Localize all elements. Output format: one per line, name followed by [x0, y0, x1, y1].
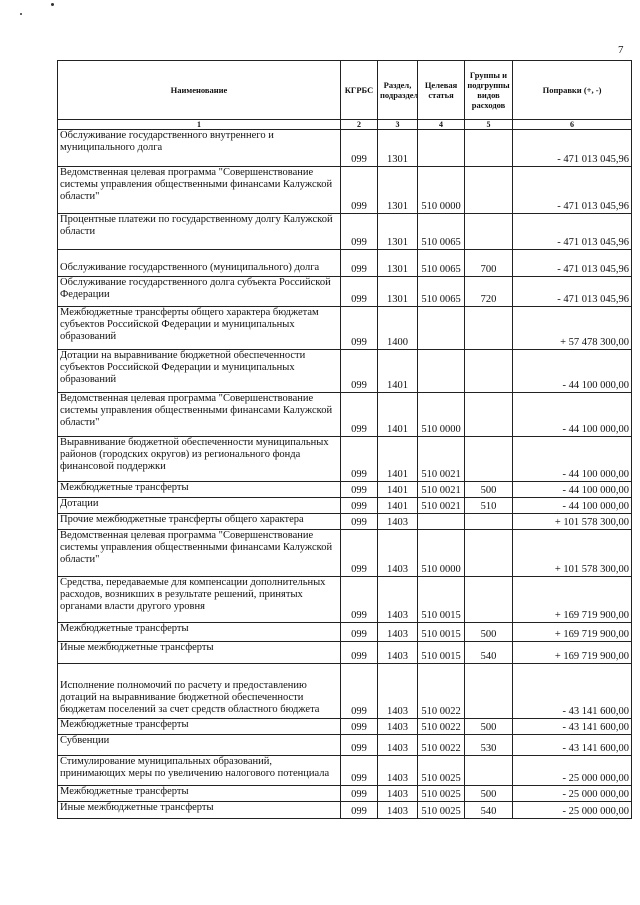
- row-section: 1301: [378, 130, 418, 167]
- row-target: 510 0065: [418, 214, 465, 250]
- row-group: 540: [465, 642, 513, 664]
- table-row: [58, 664, 632, 719]
- row-group: [465, 577, 513, 623]
- row-name: Прочие межбюджетные трансферты общего характера: [58, 514, 341, 530]
- row-section: 1403: [378, 664, 418, 719]
- row-section: 1301: [378, 167, 418, 214]
- row-group: [465, 167, 513, 214]
- row-section: 1301: [378, 250, 418, 277]
- row-amount: + 169 719 900,00: [513, 577, 632, 623]
- row-target: 510 0065: [418, 277, 465, 307]
- row-name: Обслуживание государственного долга субъекта Российской Федерации: [58, 277, 341, 307]
- table-row: [58, 735, 632, 756]
- row-name: Стимулирование муниципальных образований, принимающих меры по увеличению налогового потенциала: [58, 756, 341, 786]
- row-group: [465, 437, 513, 482]
- row-group: [465, 393, 513, 437]
- header-amendments: Поправки (+, -): [513, 61, 632, 120]
- row-kgrbs: 099: [341, 277, 378, 307]
- row-amount: - 471 013 045,96: [513, 250, 632, 277]
- row-target: 510 0000: [418, 393, 465, 437]
- row-group: [465, 756, 513, 786]
- row-group: 500: [465, 786, 513, 802]
- row-amount: - 471 013 045,96: [513, 214, 632, 250]
- row-group: 720: [465, 277, 513, 307]
- header-section: Раздел, подраздел: [378, 61, 418, 120]
- row-amount: - 471 013 045,96: [513, 167, 632, 214]
- row-name: Ведомственная целевая программа "Совершенствование системы управления общественными финансами Калужской области": [58, 393, 341, 437]
- row-amount: - 44 100 000,00: [513, 350, 632, 393]
- row-group: [465, 214, 513, 250]
- row-kgrbs: 099: [341, 130, 378, 167]
- row-name: Субвенции: [58, 735, 341, 756]
- row-name: Исполнение полномочий по расчету и предоставлению дотаций на выравнивание бюджетной обеспеченности бюджетам поселений за счет средств областного бюджета: [58, 664, 341, 719]
- row-name: Дотации: [58, 498, 341, 514]
- row-section: 1403: [378, 577, 418, 623]
- row-kgrbs: 099: [341, 642, 378, 664]
- table-row: [58, 167, 632, 214]
- row-section: 1403: [378, 530, 418, 577]
- row-section: 1403: [378, 642, 418, 664]
- row-name: Обслуживание государственного внутреннего и муниципального долга: [58, 130, 341, 167]
- page-number: 7: [618, 44, 624, 56]
- table-row: [58, 802, 632, 819]
- row-section: 1400: [378, 307, 418, 350]
- row-section: 1401: [378, 482, 418, 498]
- row-group: 540: [465, 802, 513, 819]
- row-amount: - 44 100 000,00: [513, 498, 632, 514]
- table-row: [58, 786, 632, 802]
- row-kgrbs: 099: [341, 393, 378, 437]
- row-name: Средства, передаваемые для компенсации дополнительных расходов, возникших в результате решений, принятых органами власти другого уровня: [58, 577, 341, 623]
- row-target: 510 0022: [418, 719, 465, 735]
- header-target: Целевая статья: [418, 61, 465, 120]
- row-target: 510 0025: [418, 756, 465, 786]
- row-name: Выравнивание бюджетной обеспеченности муниципальных районов (городских округов) из регионального фонда финансовой поддержки: [58, 437, 341, 482]
- row-group: 700: [465, 250, 513, 277]
- row-section: 1403: [378, 756, 418, 786]
- row-kgrbs: 099: [341, 350, 378, 393]
- row-kgrbs: 099: [341, 514, 378, 530]
- table-row: [58, 642, 632, 664]
- row-amount: + 101 578 300,00: [513, 514, 632, 530]
- table-row: [58, 623, 632, 642]
- row-amount: - 44 100 000,00: [513, 437, 632, 482]
- table-row: [58, 719, 632, 735]
- row-amount: - 471 013 045,96: [513, 130, 632, 167]
- row-target: [418, 514, 465, 530]
- table-row: [58, 393, 632, 437]
- scan-speck: [20, 13, 22, 15]
- table-row: [58, 756, 632, 786]
- row-kgrbs: 099: [341, 250, 378, 277]
- row-section: 1403: [378, 802, 418, 819]
- row-target: 510 0015: [418, 623, 465, 642]
- row-kgrbs: 099: [341, 482, 378, 498]
- header-name: Наименование: [58, 61, 341, 120]
- row-name: Межбюджетные трансферты общего характера бюджетам субъектов Российской Федерации и муниципальных образований: [58, 307, 341, 350]
- row-group: 500: [465, 719, 513, 735]
- table-row: [58, 498, 632, 514]
- row-section: 1301: [378, 277, 418, 307]
- row-target: 510 0022: [418, 664, 465, 719]
- row-kgrbs: 099: [341, 214, 378, 250]
- row-section: 1401: [378, 498, 418, 514]
- budget-amendments-table: [57, 60, 632, 819]
- row-name: Ведомственная целевая программа "Совершенствование системы управления общественными финансами Калужской области": [58, 530, 341, 577]
- table-row: [58, 350, 632, 393]
- table-row: [58, 530, 632, 577]
- row-amount: + 57 478 300,00: [513, 307, 632, 350]
- row-amount: - 43 141 600,00: [513, 664, 632, 719]
- row-kgrbs: 099: [341, 786, 378, 802]
- table-row: [58, 437, 632, 482]
- row-section: 1403: [378, 514, 418, 530]
- row-name: Ведомственная целевая программа "Совершенствование системы управления общественными финансами Калужской области": [58, 167, 341, 214]
- row-target: 510 0025: [418, 802, 465, 819]
- row-group: 500: [465, 482, 513, 498]
- row-kgrbs: 099: [341, 530, 378, 577]
- row-group: 510: [465, 498, 513, 514]
- row-target: 510 0000: [418, 530, 465, 577]
- row-group: 530: [465, 735, 513, 756]
- row-kgrbs: 099: [341, 437, 378, 482]
- row-section: 1403: [378, 735, 418, 756]
- row-target: 510 0021: [418, 498, 465, 514]
- table-row: [58, 577, 632, 623]
- column-number-row: [58, 120, 632, 130]
- row-amount: - 43 141 600,00: [513, 719, 632, 735]
- row-name: Обслуживание государственного (муниципального) долга: [58, 250, 341, 277]
- row-amount: + 169 719 900,00: [513, 623, 632, 642]
- row-target: 510 0000: [418, 167, 465, 214]
- column-number: 2: [341, 120, 378, 130]
- table-row: [58, 482, 632, 498]
- header-kgrbs: КГРБС: [341, 61, 378, 120]
- row-kgrbs: 099: [341, 719, 378, 735]
- header-groups: Группы и подгруппы видов расходов: [465, 61, 513, 120]
- row-kgrbs: 099: [341, 664, 378, 719]
- row-section: 1401: [378, 437, 418, 482]
- row-name: Межбюджетные трансферты: [58, 786, 341, 802]
- column-number: 4: [418, 120, 465, 130]
- row-amount: - 471 013 045,96: [513, 277, 632, 307]
- row-amount: - 44 100 000,00: [513, 482, 632, 498]
- row-section: 1401: [378, 393, 418, 437]
- row-kgrbs: 099: [341, 802, 378, 819]
- row-target: 510 0015: [418, 577, 465, 623]
- row-target: 510 0025: [418, 786, 465, 802]
- column-number: 1: [58, 120, 341, 130]
- row-group: [465, 350, 513, 393]
- row-kgrbs: 099: [341, 167, 378, 214]
- row-amount: - 25 000 000,00: [513, 802, 632, 819]
- row-kgrbs: 099: [341, 307, 378, 350]
- row-target: 510 0021: [418, 437, 465, 482]
- row-target: [418, 350, 465, 393]
- row-group: [465, 130, 513, 167]
- table-row: [58, 514, 632, 530]
- row-section: 1301: [378, 214, 418, 250]
- row-section: 1403: [378, 719, 418, 735]
- row-kgrbs: 099: [341, 577, 378, 623]
- row-name: Иные межбюджетные трансферты: [58, 802, 341, 819]
- row-target: 510 0065: [418, 250, 465, 277]
- row-amount: + 101 578 300,00: [513, 530, 632, 577]
- row-section: 1403: [378, 623, 418, 642]
- scan-speck: [51, 3, 54, 6]
- row-amount: - 25 000 000,00: [513, 786, 632, 802]
- row-amount: + 169 719 900,00: [513, 642, 632, 664]
- row-name: Иные межбюджетные трансферты: [58, 642, 341, 664]
- row-name: Процентные платежи по государственному долгу Калужской области: [58, 214, 341, 250]
- row-kgrbs: 099: [341, 735, 378, 756]
- table-row: [58, 250, 632, 277]
- table-row: [58, 307, 632, 350]
- column-number: 6: [513, 120, 632, 130]
- row-amount: - 25 000 000,00: [513, 756, 632, 786]
- row-amount: - 44 100 000,00: [513, 393, 632, 437]
- row-kgrbs: 099: [341, 623, 378, 642]
- row-name: Дотации на выравнивание бюджетной обеспеченности субъектов Российской Федерации и муниципальных образований: [58, 350, 341, 393]
- column-number: 5: [465, 120, 513, 130]
- column-number: 3: [378, 120, 418, 130]
- row-kgrbs: 099: [341, 756, 378, 786]
- row-section: 1403: [378, 786, 418, 802]
- row-amount: - 43 141 600,00: [513, 735, 632, 756]
- row-group: [465, 664, 513, 719]
- row-group: [465, 530, 513, 577]
- row-target: 510 0021: [418, 482, 465, 498]
- row-section: 1401: [378, 350, 418, 393]
- table-row: [58, 277, 632, 307]
- row-name: Межбюджетные трансферты: [58, 623, 341, 642]
- row-group: [465, 514, 513, 530]
- table-row: [58, 214, 632, 250]
- row-name: Межбюджетные трансферты: [58, 719, 341, 735]
- row-kgrbs: 099: [341, 498, 378, 514]
- row-group: [465, 307, 513, 350]
- row-group: 500: [465, 623, 513, 642]
- row-target: [418, 130, 465, 167]
- row-target: 510 0022: [418, 735, 465, 756]
- table-row: [58, 130, 632, 167]
- row-name: Межбюджетные трансферты: [58, 482, 341, 498]
- row-target: 510 0015: [418, 642, 465, 664]
- row-target: [418, 307, 465, 350]
